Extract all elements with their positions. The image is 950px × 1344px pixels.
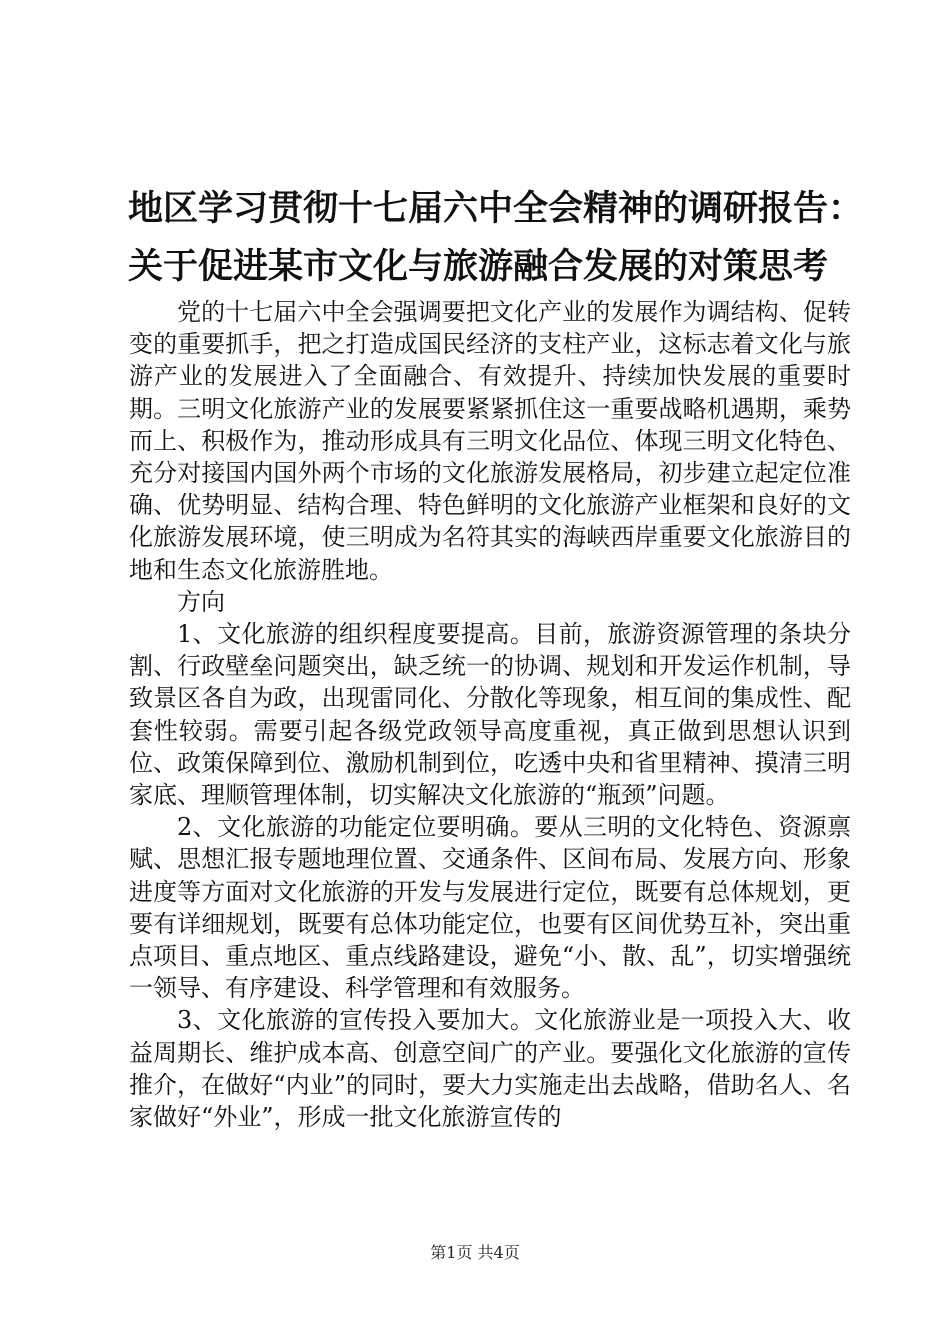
paragraph-point-1: 1、文化旅游的组织程度要提高。目前，旅游资源管理的条块分割、行政壁垒问题突出，缺乏统一的协调、规划和开发运作机制，导致景区各自为政，出现雷同化、分散化等现象，相互间的集成性、配套性较弱。需要引起各级党政领导高度重视，真正做到思想认识到位、政策保障到位、激励机制到位，吃透中央和省里精神、摸清三明家底、理顺管理体制，切实解决文化旅游的“瓶颈”问题。 xyxy=(129,620,851,810)
document-title-line-2: 关于促进某市文化与旅游融合发展的对策思考 xyxy=(128,247,829,287)
paragraph-point-3: 3、文化旅游的宣传投入要加大。文化旅游业是一项投入大、收益周期长、维护成本高、创意空间广的产业。要强化文化旅游的宣传推介，在做好“内业”的同时，要大力实施走出去战略，借助名人、名家做好“外业”，形成一批文化旅游宣传的 xyxy=(129,1006,851,1132)
document-body xyxy=(129,296,851,1133)
document-title-line-1: 地区学习贯彻十七届六中全会精神的调研报告： xyxy=(128,189,864,229)
paragraph-intro: 党的十七届六中全会强调要把文化产业的发展作为调结构、促转变的重要抓手，把之打造成国民经济的支柱产业，这标志着文化与旅游产业的发展进入了全面融合、有效提升、持续加快发展的重要时期。三明文化旅游产业的发展要紧紧抓住这一重要战略机遇期，乘势而上、积极作为，推动形成具有三明文化品位、体现三明文化特色、充分对接国内国外两个市场的文化旅游发展格局，初步建立起定位准确、优势明显、结构合理、特色鲜明的文化旅游产业框架和良好的文化旅游发展环境，使三明成为名符其实的海峡西岸重要文化旅游目的地和生态文化旅游胜地。 xyxy=(129,298,851,584)
page-number-footer: 第1页 共4页 xyxy=(430,1243,520,1262)
section-heading-direction: 方向 xyxy=(177,587,225,616)
paragraph-point-2: 2、文化旅游的功能定位要明确。要从三明的文化特色、资源禀赋、思想汇报专题地理位置、交通条件、区间布局、发展方向、形象进度等方面对文化旅游的开发与发展进行定位，既要有总体规划，更要有详细规划，既要有总体功能定位，也要有区间优势互补，突出重点项目、重点地区、重点线路建设，避免“小、散、乱”，切实增强统一领导、有序建设、科学管理和有效服务。 xyxy=(129,813,851,1003)
